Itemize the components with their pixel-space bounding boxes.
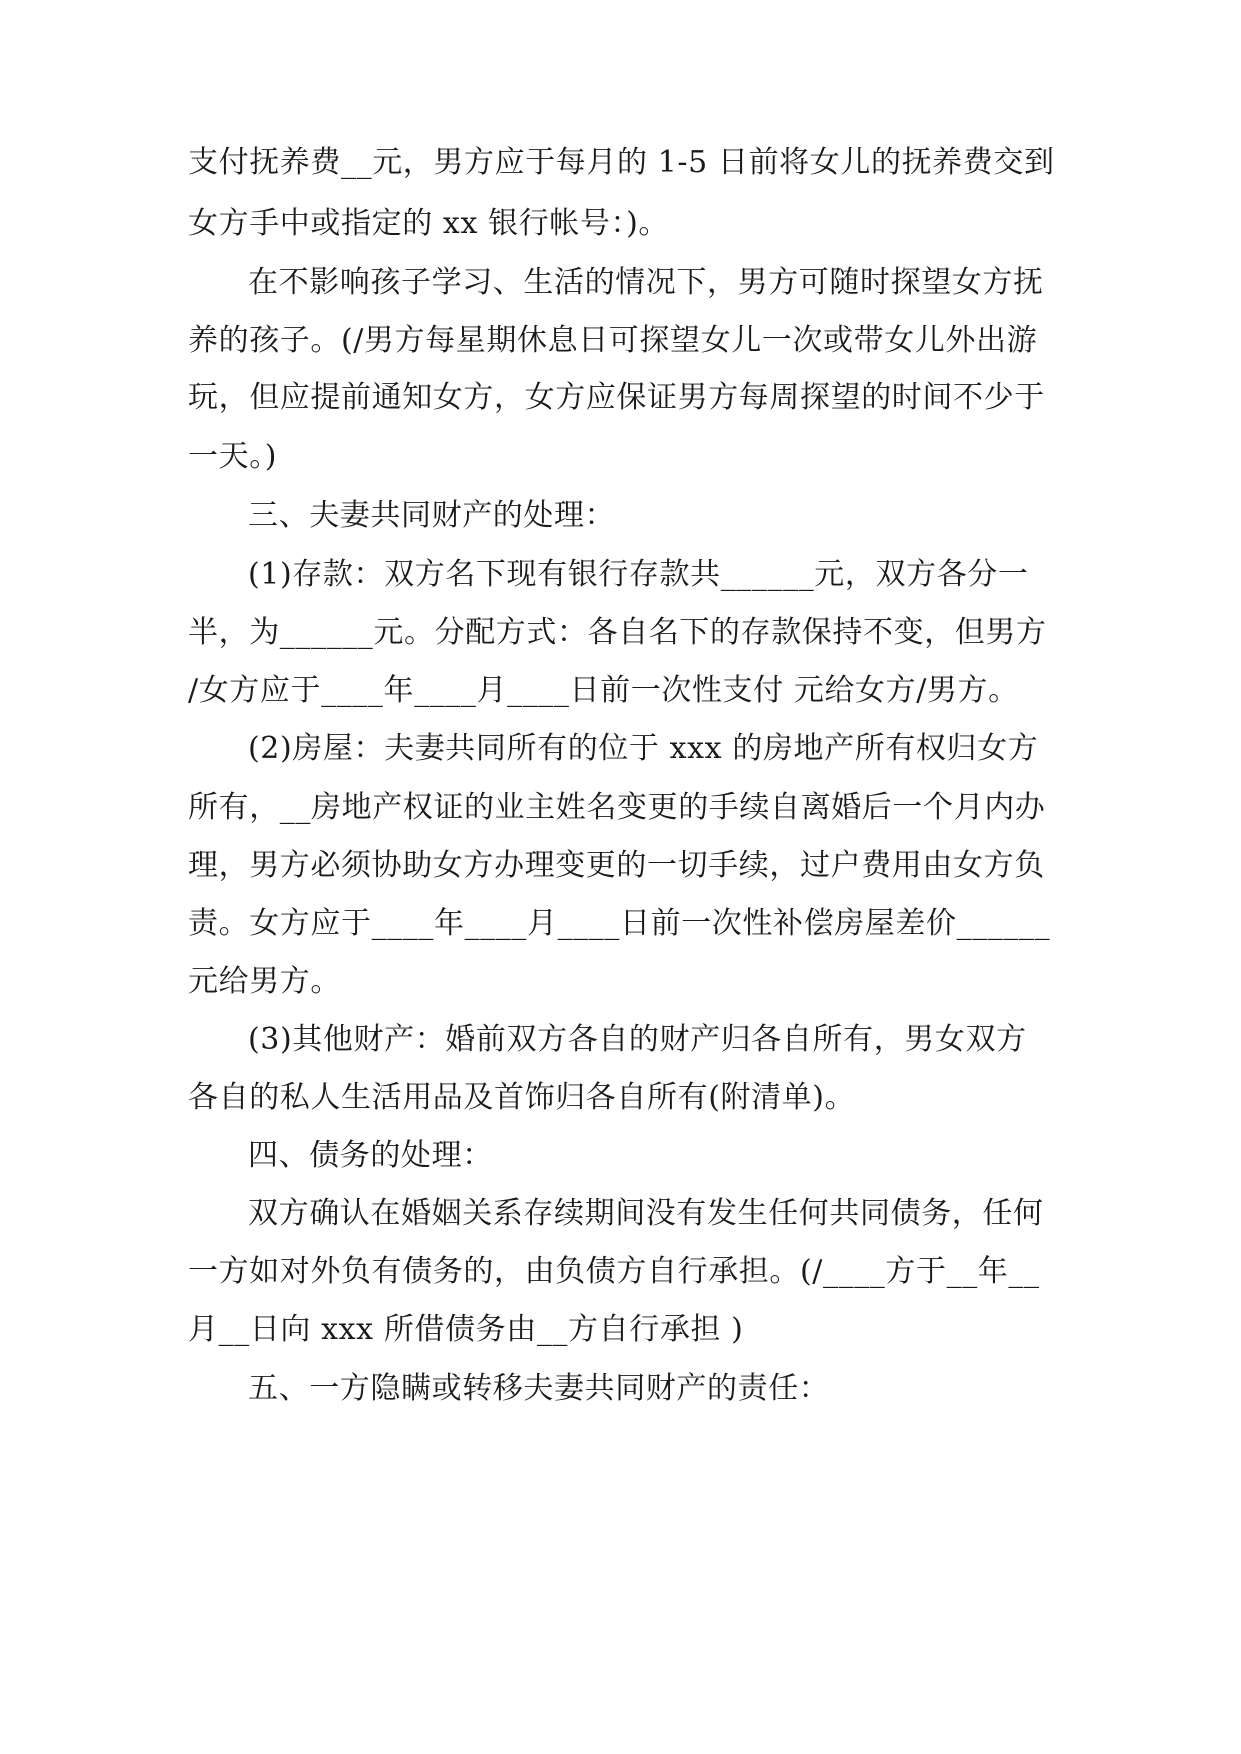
section-heading: 四、债务的处理：: [248, 1138, 493, 1173]
text-line: 责。女方应于____年____月____日前一次性补偿房屋差价______: [188, 906, 1051, 941]
text-line: 所有，__房地产权证的业主姓名变更的手续自离婚后一个月内办: [188, 790, 1046, 825]
text-line: 支付抚养费__元，男方应于每月的 1-5 日前将女儿的抚养费交到: [188, 145, 1055, 180]
text-line: 玩，但应提前通知女方，女方应保证男方每周探望的时间不少于: [188, 380, 1045, 415]
text-line: (3)其他财产：婚前双方各自的财产归各自所有，男女双方: [248, 1022, 1027, 1057]
text-line: 一方如对外负有债务的，由负债方自行承担。(/____方于__年__: [188, 1254, 1040, 1289]
text-line: 月__日向 xxx 所借债务由__方自行承担 ): [188, 1312, 744, 1347]
section-heading: 五、一方隐瞒或转移夫妻共同财产的责任：: [248, 1371, 830, 1406]
text-line: 各自的私人生活用品及首饰归各自所有(附清单)。: [188, 1080, 856, 1115]
text-line: 半，为______元。分配方式：各自名下的存款保持不变，但男方: [188, 615, 1047, 650]
text-line: 理，男方必须协助女方办理变更的一切手续，过户费用由女方负: [188, 848, 1045, 883]
text-line: 一天。): [188, 439, 278, 474]
text-line: /女方应于____年____月____日前一次性支付 元给女方/男方。: [188, 673, 1019, 708]
text-line: (1)存款：双方名下现有银行存款共______元，双方各分一: [248, 557, 1029, 592]
text-line: 养的孩子。(/男方每星期休息日可探望女儿一次或带女儿外出游: [188, 323, 1038, 358]
section-heading: 三、夫妻共同财产的处理：: [248, 498, 616, 533]
text-line: (2)房屋：夫妻共同所有的位于 xxx 的房地产所有权归女方: [248, 731, 1039, 766]
text-line: 双方确认在婚姻关系存续期间没有发生任何共同债务，任何: [248, 1196, 1044, 1231]
text-line: 在不影响孩子学习、生活的情况下，男方可随时探望女方抚: [248, 265, 1044, 300]
text-line: 元给男方。: [188, 964, 341, 999]
text-line: 女方手中或指定的 xx 银行帐号：)。: [188, 206, 670, 241]
